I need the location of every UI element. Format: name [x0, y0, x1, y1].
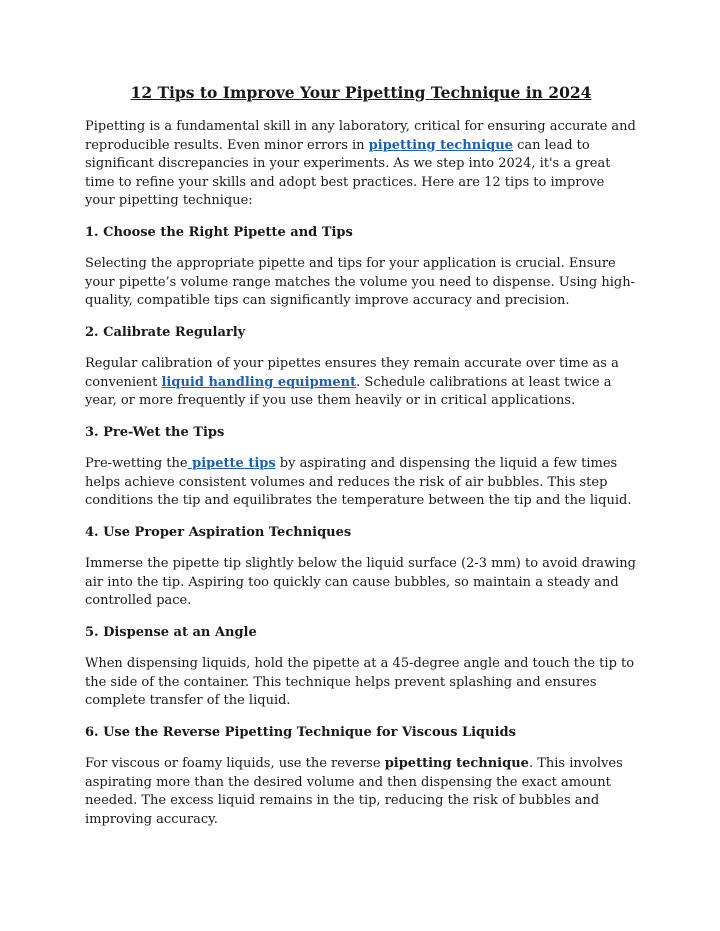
article-body	[85, 83, 637, 842]
tip-1-heading: 1. Choose the Right Pipette and Tips	[85, 224, 353, 240]
intro-text-1: Pipetting is a fundamental skill in any laboratory, critical for ensuring accurate and reproducible results. Even minor errors in	[85, 119, 636, 153]
pipetting-technique-link[interactable]: pipetting technique	[368, 137, 513, 153]
tip-6-bold-term: pipetting technique	[384, 756, 529, 771]
tip-3-text-1: Pre-wetting the	[85, 456, 188, 471]
tip-6-text-2: . This involves aspirating more than the desired volume and then dispensing the exact amount needed. The excess liquid remains in the tip, reducing the risk of bubbles and improving accuracy.	[85, 756, 623, 827]
tip-5-heading: 5. Dispense at an Angle	[85, 624, 257, 640]
intro-text-2: can lead to significant discrepancies in your experiments. As we step into 2024, it's a great time to refine your skills and adopt best practices. Here are 12 tips to improve your pipetting technique:	[85, 137, 611, 208]
tip-6-text-1: For viscous or foamy liquids, use the reverse	[85, 756, 385, 771]
tip-5-text: When dispensing liquids, hold the pipette at a 45-degree angle and touch the tip to the side of the container. This technique helps prevent splashing and ensures complete transfer of the liquid.	[85, 656, 635, 708]
tip-1-text: Selecting the appropriate pipette and tips for your application is crucial. Ensure your pipette’s volume range matches the volume you need to dispense. Using high-quality, compatible tips can significantly improve accuracy and precision.	[85, 256, 635, 308]
tip-2-text-2: . Schedule calibrations at least twice a year, or more frequently if you use them heavily or in critical applications.	[85, 374, 612, 408]
tip-2-text-1: Regular calibration of your pipettes ensures they remain accurate over time as a convenient	[85, 356, 619, 390]
tip-6-heading: 6. Use the Reverse Pipetting Technique for Viscous Liquids	[85, 724, 516, 740]
tip-3-text-2: by aspirating and dispensing the liquid a few times helps achieve consistent volumes and reduces the risk of air bubbles. This step conditions the tip and equilibrates the temperature between the tip and the liquid.	[85, 456, 632, 508]
tip-2-heading: 2. Calibrate Regularly	[85, 324, 246, 340]
pipette-tips-link[interactable]: pipette tips	[187, 456, 276, 471]
tip-4-text: Immerse the pipette tip slightly below the liquid surface (2-3 mm) to avoid drawing air into the tip. Aspiring too quickly can cause bubbles, so maintain a steady and controlled pace.	[85, 556, 636, 608]
intro-paragraph	[85, 118, 637, 211]
tip-6-paragraph	[85, 755, 637, 829]
tip-3-heading: 3. Pre-Wet the Tips	[85, 424, 225, 440]
tip-3-paragraph	[85, 455, 637, 511]
tip-2-paragraph	[85, 355, 637, 411]
tip-4-heading: 4. Use Proper Aspiration Techniques	[85, 524, 352, 540]
liquid-handling-equipment-link[interactable]: liquid handling equipment	[161, 374, 357, 390]
page-title: 12 Tips to Improve Your Pipetting Technique in 2024	[130, 83, 592, 102]
